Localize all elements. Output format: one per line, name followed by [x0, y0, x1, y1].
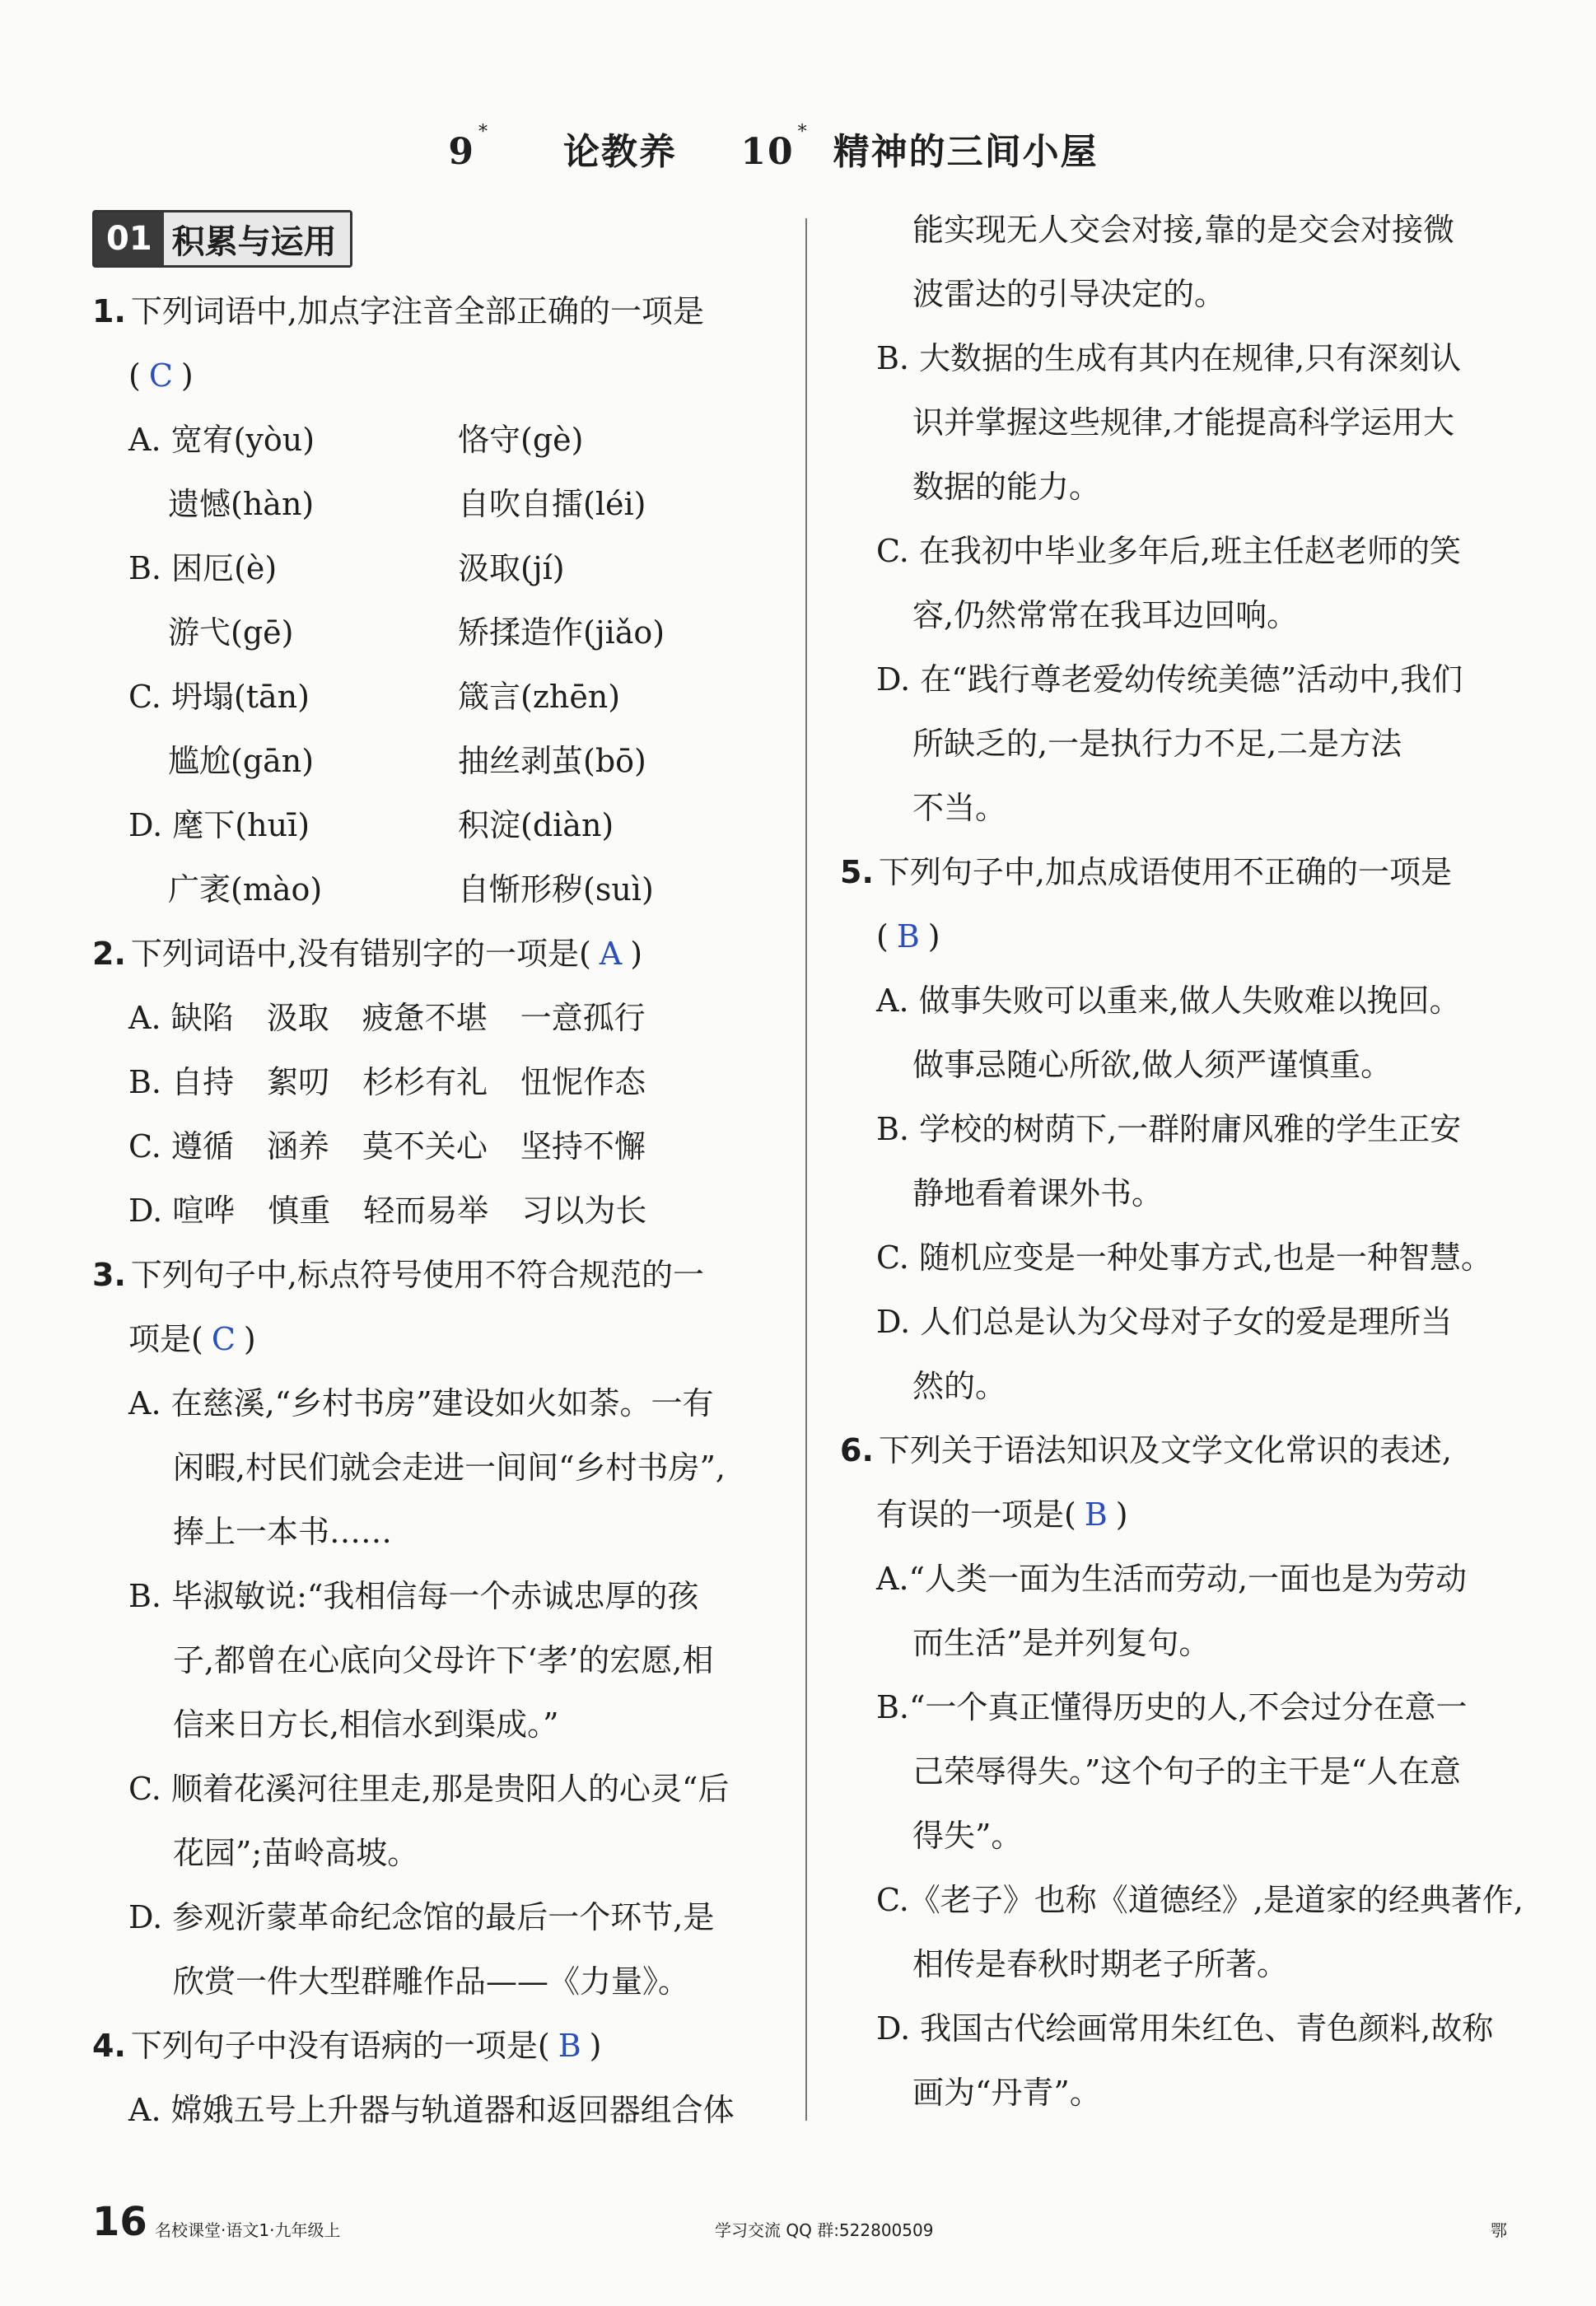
lesson-9-mark: * — [478, 122, 490, 142]
question-1-options — [92, 408, 809, 922]
question-text: 项是( — [128, 1321, 203, 1357]
question-text: 下列句子中,加点成语使用不正确的一项是 — [878, 854, 1452, 890]
option-a-cont: 做事忌随心所欲,做人须严谨慎重。 — [912, 1047, 1393, 1083]
option-row — [92, 408, 809, 472]
option-c: C.《老子》也称《道德经》,是道家的经典著作, — [876, 1882, 1524, 1918]
question-number: 2. — [92, 936, 126, 972]
option-b-cont: 静地看着课外书。 — [912, 1175, 1164, 1211]
option-word: D. 麾下(huī) — [128, 807, 310, 843]
page-number: 16 — [92, 2199, 147, 2245]
option-word: 矫揉造作(jiǎo) — [458, 614, 665, 651]
option-word: 涵养 — [266, 1128, 329, 1165]
option-d-cont: 不当。 — [912, 790, 1007, 826]
option-b-cont: 己荣辱得失。”这个句子的主干是“人在意 — [912, 1753, 1461, 1790]
option-word: B. 困厄(è) — [128, 550, 278, 586]
option-row — [92, 472, 809, 536]
option-word: 遗憾(hàn) — [168, 486, 315, 522]
option-word: 习以为长 — [521, 1193, 647, 1229]
lesson-10-mark: * — [797, 122, 809, 142]
option-b: B. 毕淑敏说:“我相信每一个赤诚忠厚的孩 — [128, 1578, 699, 1614]
option-c-cont: 花园”;苗岭高坡。 — [173, 1835, 419, 1871]
question-5-answer: ( B ) — [876, 918, 940, 955]
option-word: 自吹自擂(léi) — [458, 486, 646, 522]
option-a-cont: 捧上一本书…… — [173, 1514, 393, 1550]
option-word: 游弋(gē) — [168, 614, 294, 651]
option-a-cont: 闲暇,村民们就会走进一间间“乡村书房”, — [173, 1449, 726, 1486]
paren-close: ) — [630, 936, 643, 972]
question-number: 3. — [92, 1257, 126, 1293]
option-b: B. 大数据的生成有其内在规律,只有深刻认 — [876, 340, 1462, 376]
question-1-stem — [92, 279, 809, 343]
page-footer — [0, 2199, 1596, 2265]
option-word: 箴言(zhēn) — [458, 679, 621, 715]
option-d-cont: 然的。 — [912, 1368, 1007, 1404]
option-c: C. 在我初中毕业多年后,班主任赵老师的笑 — [876, 533, 1461, 569]
option-b-cont: 数据的能力。 — [912, 469, 1101, 505]
option-word: D. 喧哗 — [128, 1193, 236, 1229]
paren-close: ) — [243, 1321, 256, 1357]
option-a: A.“人类一面为生活而劳动,一面也是为劳动 — [876, 1561, 1468, 1597]
question-2-stem — [92, 922, 809, 986]
option-row — [92, 665, 809, 729]
option-word: 恪守(gè) — [458, 422, 584, 458]
option-d: D. 参观沂蒙革命纪念馆的最后一个环节,是 — [128, 1899, 715, 1935]
answer-mark: A — [599, 936, 623, 972]
option-word: 汲取 — [266, 1000, 329, 1036]
answer-mark: C — [211, 1321, 236, 1357]
question-text: 下列句子中没有语病的一项是( — [130, 2028, 550, 2064]
question-6-stem-cont — [840, 1482, 1556, 1547]
option-a-cont: 能实现无人交会对接,靠的是交会对接微 — [912, 212, 1455, 248]
option-c-cont: 容,仍然常常在我耳边回响。 — [912, 597, 1299, 633]
option-word: 汲取(jí) — [458, 550, 565, 586]
option-d: D. 我国古代绘画常用朱红色、青色颜料,故称 — [876, 2010, 1494, 2047]
option-word: 积淀(diàn) — [458, 807, 614, 843]
paren-close: ) — [1115, 1496, 1128, 1533]
option-row — [92, 793, 809, 857]
left-column — [92, 210, 809, 2142]
option-word: 广袤(mào) — [168, 871, 323, 908]
right-column — [840, 198, 1556, 2125]
question-number: 5. — [840, 854, 874, 890]
option-c — [92, 1114, 809, 1179]
option-row — [92, 536, 809, 600]
option-b-cont: 子,都曾在心底向父母许下‘孝’的宏愿,相 — [173, 1642, 714, 1678]
option-word: 自惭形秽(suì) — [458, 871, 654, 908]
question-1-answer: ( C ) — [128, 357, 194, 394]
option-a-cont: 波雷达的引导决定的。 — [912, 276, 1226, 312]
option-word: 抽丝剥茧(bō) — [458, 743, 646, 779]
option-a-cont: 而生活”是并列复句。 — [912, 1625, 1211, 1661]
answer-mark: B — [896, 918, 920, 955]
option-row — [92, 729, 809, 793]
answer-mark: B — [1084, 1496, 1108, 1533]
question-text: 下列句子中,标点符号使用不符合规范的一 — [130, 1257, 704, 1293]
section-header — [92, 210, 352, 268]
paren-close: ) — [589, 2028, 602, 2064]
option-a: A. 在慈溪,“乡村书房”建设如火如荼。一有 — [128, 1385, 714, 1421]
option-word: B. 自持 — [128, 1064, 235, 1100]
option-c: C. 随机应变是一种处事方式,也是一种智慧。 — [876, 1239, 1492, 1276]
option-a — [92, 986, 809, 1050]
option-word: 杉杉有礼 — [362, 1064, 488, 1100]
option-word: 疲惫不堪 — [362, 1000, 488, 1036]
option-c-cont: 相传是春秋时期老子所著。 — [912, 1946, 1289, 1982]
qq-group: 学习交流 QQ 群:522800509 — [715, 2220, 934, 2240]
question-number: 6. — [840, 1432, 874, 1468]
option-b: B.“一个真正懂得历史的人,不会过分在意一 — [876, 1689, 1468, 1725]
option-b-cont: 识并掌握这些规律,才能提高科学运用大 — [912, 404, 1455, 441]
option-word: 絮叨 — [267, 1064, 330, 1100]
option-a: A. 做事失败可以重来,做人失败难以挽回。 — [876, 983, 1461, 1019]
book-name: 名校课堂·语文1·九年级上 — [155, 2220, 341, 2240]
lesson-9-number: 9 — [448, 131, 476, 173]
lesson-10-number: 10 — [740, 131, 795, 173]
lesson-10-title: 精神的三间小屋 — [833, 131, 1099, 173]
question-4-stem — [92, 2014, 809, 2078]
answer-mark: B — [558, 2028, 581, 2064]
option-c: C. 顺着花溪河往里走,那是贵阳人的心灵“后 — [128, 1771, 730, 1807]
option-word: 忸怩作态 — [520, 1064, 646, 1100]
option-b-cont: 得失”。 — [912, 1818, 1023, 1854]
option-b-cont: 信来日方长,相信水到渠成。” — [173, 1706, 559, 1743]
option-word: C. 遵循 — [128, 1128, 234, 1165]
option-b: B. 学校的树荫下,一群附庸风雅的学生正安 — [876, 1111, 1462, 1147]
option-word: 一意孤行 — [520, 1000, 646, 1036]
option-d-cont: 欣赏一件大型群雕作品——《力量》。 — [173, 1963, 690, 2000]
question-3-stem-cont — [92, 1307, 809, 1371]
page-title — [0, 122, 1596, 175]
question-text: 有误的一项是( — [876, 1496, 1076, 1533]
question-number: 1. — [92, 293, 126, 329]
question-text: 下列关于语法知识及文学文化常识的表述, — [878, 1432, 1452, 1468]
section-label: 积累与运用 — [164, 212, 350, 265]
question-5-stem — [840, 840, 1556, 904]
question-number: 4. — [92, 2028, 126, 2064]
question-text: 下列词语中,没有错别字的一项是( — [130, 936, 591, 972]
option-word: 坚持不懈 — [520, 1128, 646, 1165]
question-6-stem — [840, 1418, 1556, 1482]
option-d: D. 在“践行尊老爱幼传统美德”活动中,我们 — [876, 661, 1463, 698]
lesson-9-title: 论教养 — [563, 131, 678, 173]
answer-mark: C — [148, 357, 173, 394]
option-word: 莫不关心 — [362, 1128, 488, 1165]
option-row — [92, 600, 809, 665]
option-word: 尴尬(gān) — [168, 743, 315, 779]
option-a: A. 嫦娥五号上升器与轨道器和返回器组合体 — [128, 2092, 735, 2128]
option-word: A. 缺陷 — [128, 1000, 234, 1036]
option-b — [92, 1050, 809, 1114]
option-d-cont: 所缺乏的,一是执行力不足,二是方法 — [912, 726, 1402, 762]
option-row — [92, 857, 809, 922]
option-d: D. 人们总是认为父母对子女的爱是理所当 — [876, 1304, 1453, 1340]
option-word: C. 坍塌(tān) — [128, 679, 310, 715]
option-d-cont: 画为“丹青”。 — [912, 2075, 1101, 2111]
option-word: 慎重 — [268, 1193, 331, 1229]
section-number: 01 — [95, 212, 164, 265]
option-word: A. 宽宥(yòu) — [128, 422, 315, 458]
option-d — [92, 1179, 809, 1243]
region-mark: 鄂 — [1491, 2220, 1507, 2240]
question-3-stem — [92, 1243, 809, 1307]
option-word: 轻而易举 — [363, 1193, 489, 1229]
question-text: 下列词语中,加点字注音全部正确的一项是 — [130, 293, 704, 329]
